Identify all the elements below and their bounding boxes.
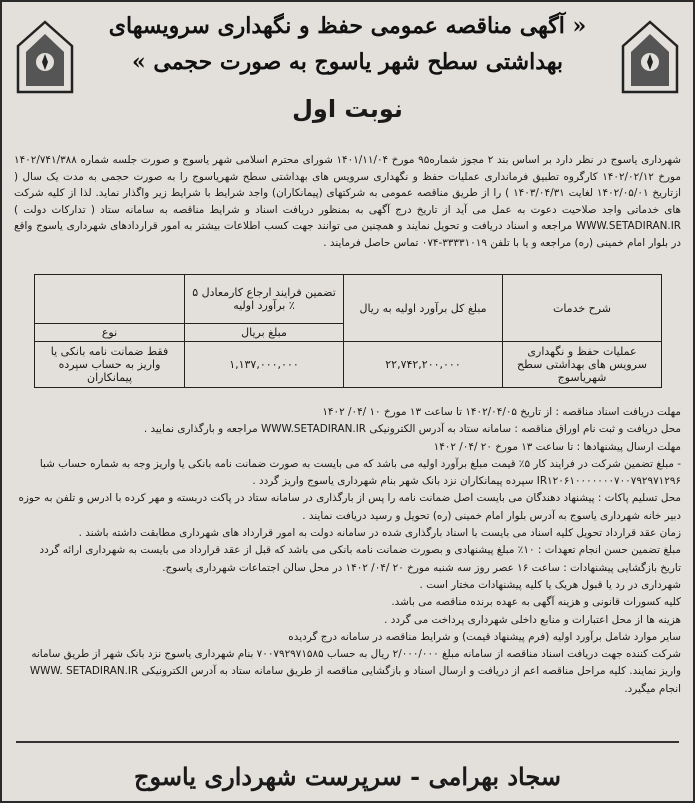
- round-label: نوبت اول: [292, 95, 403, 123]
- signature: سجاد بهرامی - سرپرست شهرداری یاسوج: [134, 762, 561, 791]
- cell-guarantee-type: فقط ضمانت نامه بانکی یا واریز به حساب سپرده پیمانکاران: [35, 342, 185, 388]
- divider: [16, 741, 679, 743]
- condition-item: شرکت کننده جهت دریافت اسناد مناقصه از سامانه مبلغ ۲/۰۰۰/۰۰۰ ریال به حساب ۷۰۰۷۹۲۹۷۱۵۸۵ بنام شهرداری یاسوج نزد بانک شهر از طریق سامانه واریز نمایند. کلیه مراحل مناقصه اعم از دریافت و ارسال اسناد و بازگشایی مناقصه از طریق سامانه ستاد به آدرس الکترونیکی WWW. SETADIRAN.IR انجام میگیرد.: [29, 648, 681, 695]
- conditions-list: [14, 404, 681, 698]
- condition-item: مهلت دریافت اسناد مناقصه : از تاریخ ۱۴۰۲/۰۴/۰۵ تا ساعت ۱۳ مورخ ۱۰ /۰۴/ ۱۴۰۲: [322, 406, 681, 418]
- condition-item: سایر موارد شامل برآورد اولیه (فرم پیشنهاد قیمت) و شرایط مناقصه در سامانه درج گردیده: [288, 630, 681, 643]
- cell-estimate: ۲۲,۷۴۲,۲۰۰,۰۰۰: [344, 342, 503, 388]
- header-guarantee: تضمین فرایند ارجاع کارمعادل ۵ ٪ برآورد اولیه: [185, 275, 344, 324]
- cell-service: عملیات حفظ و نگهداری سرویس های بهداشتی سطح شهریاسوج: [503, 342, 662, 388]
- sub-header-amount: مبلغ بریال: [185, 324, 344, 342]
- condition-item: هزینه ها از محل اعتبارات و منابع داخلی شهرداری پرداخت می گردد .: [384, 613, 681, 626]
- header-estimate: مبلغ کل برآورد اولیه به ریال: [344, 275, 503, 342]
- municipality-logo: [617, 16, 683, 98]
- condition-item: مبلغ تضمین حسن انجام تعهدات : ۱۰٪ مبلغ پیشنهادی و بصورت ضمانت نامه بانکی می باشد که قبل از عقد قرارداد می بایست به شهرداری ارائه گردد: [39, 544, 681, 557]
- intro-paragraph: شهرداری یاسوج در نظر دارد بر اساس بند ۲ مجوز شماره۹۵ مورخ ۱۴۰۱/۱۱/۰۴ شورای محترم اسلامی شهر یاسوج و صورت جلسه شماره ۱۴۰۲/۷۴۱/۳۸۸ مورخ ۱۴۰۲/۰۲/۱۲ کارگروه تطبیق فرمانداری عملیات حفظ و نگهداری سرویس های بهداشتی سطح شهریاسوج را به صورت حجمی به مدت یک سال ( ازتاریخ ۱۴۰۲/۰۵/۰۱ لغایت ۱۴۰۳/۰۴/۳۱ ) را از طریق مناقصه عمومی به شرکتهای (پیمانکاران) واجد شرایط با شرایط زیر واگذار نماید. لذا از کلیه شرکت های خدماتی واجد صلاحیت دعوت به عمل می آید از تاریخ درج آگهی به بمنظور دریافت اسناد و شرایط مناقصه به سامانه ستاد ( تدارکات دولت ) WWW.SETADIRAN.IR مراجعه و اسناد دریافت و تحویل نمایند و همچنین می توانند جهت کسب اطلاعات بیشتر به امور قراردادهای شهرداری یاسوج واقع در بلوار امام خمینی (ره) مراجعه و یا با تلفن ۳۳۳۳۱۰۱۹-۰۷۴ تماس حاصل فرمایند .: [14, 154, 681, 249]
- condition-item: مهلت ارسال پیشنهادها : تا ساعت ۱۳ مورخ ۲۰ /۰۴/ ۱۴۰۲: [433, 440, 681, 453]
- condition-item: کلیه کسورات قانونی و هزینه آگهی به عهده برنده مناقصه می باشد.: [391, 596, 681, 609]
- condition-item: محل دریافت و ثبت نام اوراق مناقصه : سامانه ستاد به آدرس الکترونیکی WWW.SETADIRAN.IR مراجعه و بارگذاری نمایید .: [143, 423, 681, 436]
- condition-item: تاریخ بازگشایی پیشنهادات : ساعت ۱۶ عصر روز سه شنبه مورخ ۲۰ /۰۴/ ۱۴۰۲ در محل سالن اجتماعات شهرداری یاسوج.: [162, 561, 681, 574]
- tender-table: [34, 274, 662, 388]
- condition-item: شهرداری در رد یا قبول هریک یا کلیه پیشنهادات مختار است .: [419, 578, 681, 591]
- title-line-1: « آگهی مناقصه عمومی حفظ و نگهداری سرویسهای: [108, 13, 587, 39]
- cell-guarantee: ۱,۱۳۷,۰۰۰,۰۰۰: [185, 342, 344, 388]
- municipality-logo: [12, 16, 78, 98]
- condition-item: زمان عقد قرارداد تحویل کلیه اسناد می بایست با اسناد بارگذاری شده در سامانه دولت به امور قرارداد های شهرداری مطابقت داشته باشند .: [78, 527, 681, 540]
- condition-item: محل تسلیم پاکات : پیشنهاد دهندگان می بایست اصل ضمانت نامه را پس از بارگذاری در سامانه ستاد در پاکت دربسته و مهر کرده با ادرس و تلفن به حوزه دبیر خانه شهرداری یاسوج به آدرس بلوار امام خمینی (ره) تحویل و رسید دریافت نمایند .: [18, 492, 681, 522]
- title-line-2: بهداشتی سطح شهر یاسوج به صورت حجمی »: [131, 49, 564, 75]
- sub-header-type: نوع: [35, 324, 185, 342]
- header-service: شرح خدمات: [503, 275, 662, 342]
- notice-title: [92, 8, 603, 124]
- condition-item: - مبلغ تضمین شرکت در فرایند کار ۵٪ قیمت مبلغ برآورد اولیه می باشد که می بایست به صورت ضمانت نامه بانکی یا واریز وجه به شماره حساب شبا IR۱۲۰۶۱۰۰۰۰۰۰۰۷۰۰۷۹۲۹۷۱۲۹۶ سپرده پیمانکاران نزد بانک شهر بنام شهرداری یاسوج واریز گردد .: [39, 457, 681, 488]
- header-empty: [35, 275, 185, 324]
